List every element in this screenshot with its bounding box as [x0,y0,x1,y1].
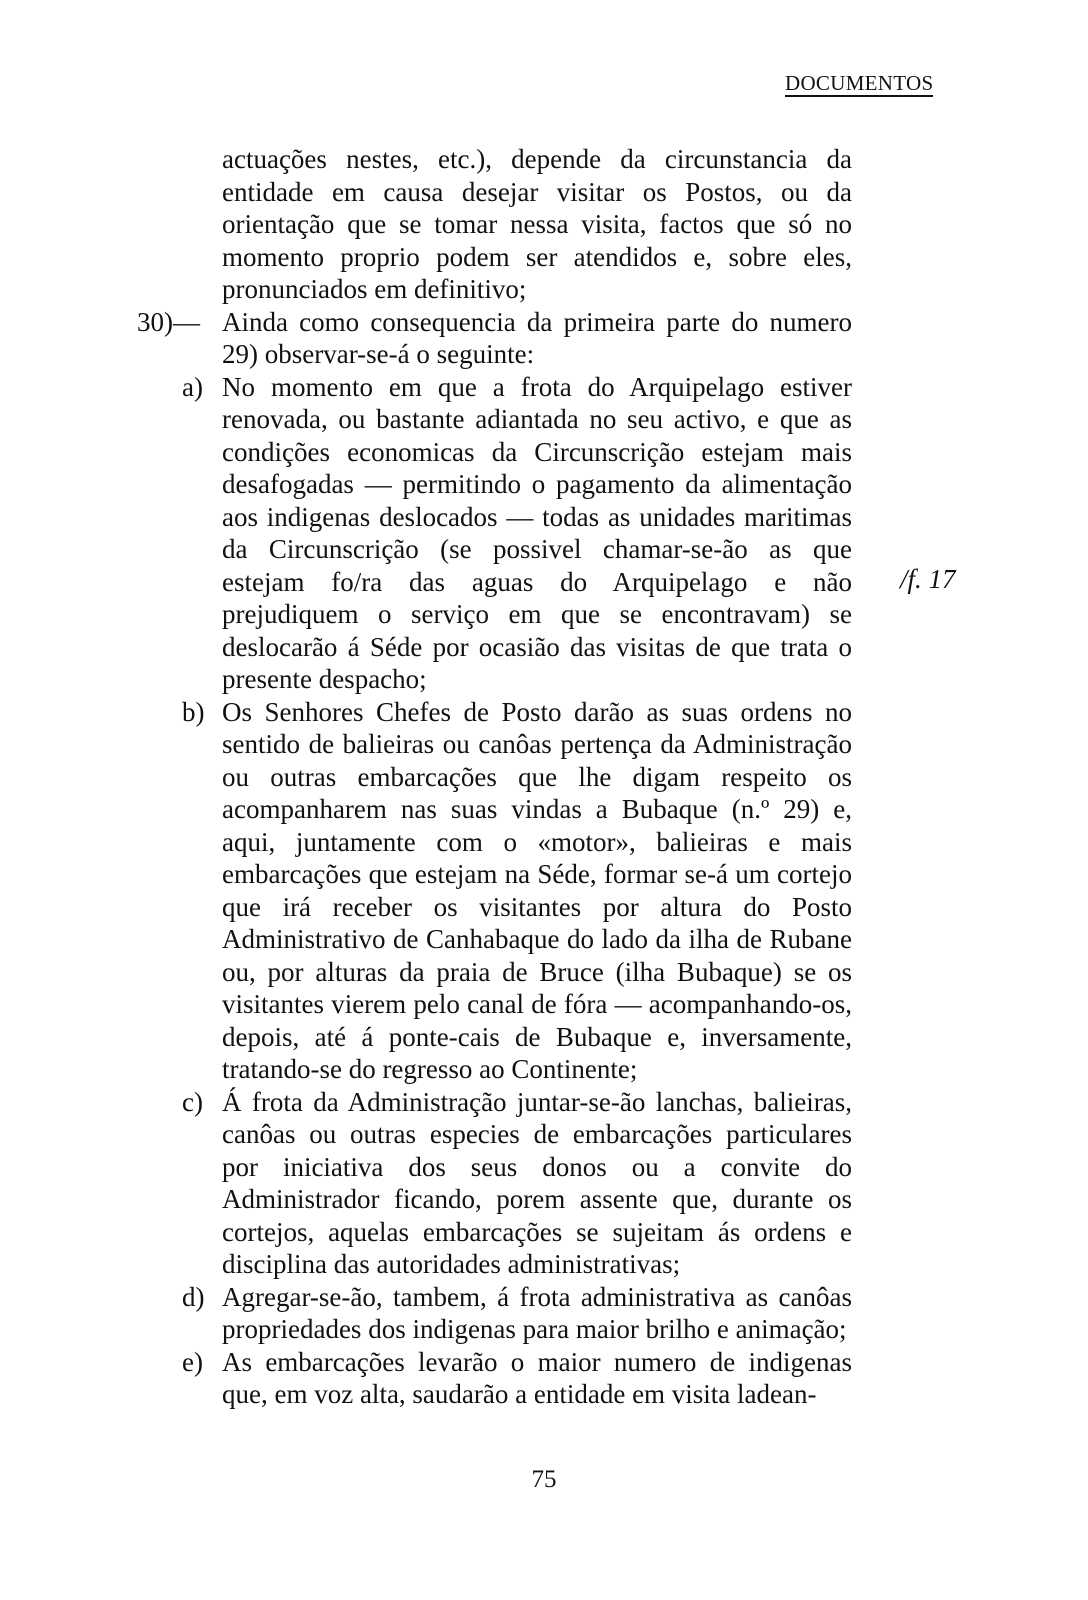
item-b-text: Os Senhores Chefes de Posto darão as suas ordens no sentido de balieiras ou canôas pertença da Administração ou outras embarcações que lhe digam respeito os acompanharem nas suas vindas a Bubaque (n.º 29) e, aqui, juntamente com o «motor», balieiras e mais embarcações que estejam na Séde, formar se-á um cortejo que irá receber os visitantes por altura do Posto Administrativo de Canhabaque do lado da ilha de Rubane ou, por alturas da praia de Bruce (ilha Bubaque) se os visitantes vierem pelo canal de fóra — acompanhando-os, depois, até á ponte-cais de Bubaque e, inversamente, tratando-se do regresso ao Continente; [222,696,852,1084]
running-header: DOCUMENTOS [785,71,934,95]
item-e-label: e) [182,1346,203,1377]
folio-margin-note: /f. 17 [900,564,956,594]
item-30-text: Ainda como consequencia da primeira parte do numero 29) observar-se-á o seguinte: [222,306,852,369]
item-a-label: a) [182,371,203,402]
item-30 [137,306,852,371]
item-a-text: No momento em que a frota do Arquipelago estiver renovada, ou bastante adiantada no seu activo, e que as condições economicas da Circunscrição estejam mais desafogadas — permitindo o pagamento da alimentação aos indigenas deslocados — todas as unidades maritimas da Circunscrição (se possivel chamar-se-ão as que estejam fo/ra das aguas do Arquipelago e não prejudiquem o serviço em que se encontravam) se deslocarão á Séde por ocasião das visitas de que trata o presente despacho; [222,371,852,694]
item-c-text: Á frota da Administração juntar-se-ão lanchas, balieiras, canôas ou outras especies de embarcações particulares por iniciativa dos seus donos ou a convite do Administrador ficando, porem assente que, durante os cortejos, aquelas embarcações se sujeitam ás ordens e disciplina das autoridades administrativas; [222,1086,852,1279]
item-c-label: c) [182,1086,203,1117]
item-30-number: 30)— [137,306,200,337]
item-b-label: b) [182,696,205,727]
item-e [182,1346,852,1411]
intro-paragraph: actuações nestes, etc.), depende da circunstancia da entidade em causa desejar visitar os Postos, ou da orientação que se tomar nessa visita, factos que só no momento proprio podem ser atendidos e, sobre eles, pronunciados em definitivo; [222,144,852,304]
item-e-text: As embarcações levarão o maior numero de indigenas que, em voz alta, saudarão a entidade em visita ladean- [222,1346,852,1409]
page-number: 75 [531,1466,557,1493]
item-d [182,1281,852,1346]
item-c [182,1086,852,1281]
item-d-text: Agregar-se-ão, tambem, á frota administrativa as canôas propriedades dos indigenas para maior brilho e animação; [222,1281,852,1344]
body-text [137,143,852,1411]
item-a [182,371,852,696]
item-b [182,696,852,1086]
item-d-label: d) [182,1281,205,1312]
